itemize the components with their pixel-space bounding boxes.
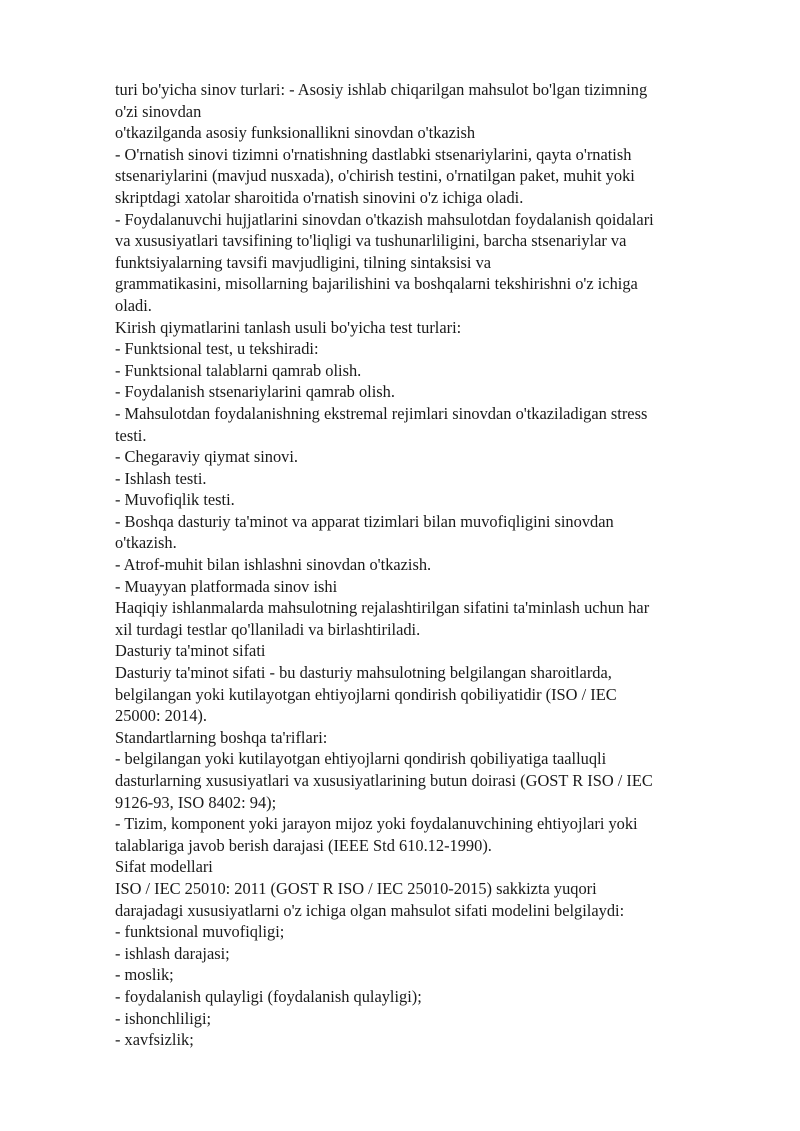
text-line: skriptdagi xatolar sharoitida o'rnatish sinovini o'z ichiga oladi.	[115, 187, 524, 207]
text-line: xil turdagi testlar qo'llaniladi va birlashtiriladi.	[115, 619, 421, 639]
text-line: oladi.	[115, 295, 152, 315]
list-item: - funktsional muvofiqligi;	[115, 922, 285, 942]
text-line: Haqiqiy ishlanmalarda mahsulotning rejalashtirilgan sifatini ta'minlash uchun har	[115, 598, 650, 618]
list-item: - Tizim, komponent yoki jarayon mijoz yoki foydalanuvchining ehtiyojlari yoki	[115, 814, 638, 834]
text-line: va xususiyatlari tavsifining to'liqligi va tushunarliligini, barcha stsenariylar va	[115, 231, 627, 251]
list-item: - Ishlash testi.	[115, 468, 207, 488]
text-line: Dasturiy ta'minot sifati - bu dasturiy mahsulotning belgilangan sharoitlarda,	[115, 663, 612, 683]
list-item: - Chegaraviy qiymat sinovi.	[115, 447, 298, 467]
text-line: o'zi sinovdan	[115, 101, 202, 121]
list-item: - xavfsizlik;	[115, 1030, 194, 1050]
list-item: - ishonchliligi;	[115, 1008, 212, 1028]
list-item: - ishlash darajasi;	[115, 943, 230, 963]
list-item: - belgilangan yoki kutilayotgan ehtiyojlarni qondirish qobiliyatiga taalluqli	[115, 749, 607, 769]
list-item: - moslik;	[115, 965, 174, 985]
list-item: - foydalanish qulayligi (foydalanish qulayligi);	[115, 986, 422, 1006]
text-line: - Foydalanuvchi hujjatlarini sinovdan o'tkazish mahsulotdan foydalanish qoidalari	[115, 209, 654, 229]
document-page	[115, 79, 755, 1051]
text-line: belgilangan yoki kutilayotgan ehtiyojlarni qondirish qobiliyatidir (ISO / IEC	[115, 684, 617, 704]
text-line: darajadagi xususiyatlarni o'z ichiga olgan mahsulot sifati modelini belgilaydi:	[115, 900, 625, 920]
list-item: talablariga javob berish darajasi (IEEE Std 610.12-1990).	[115, 835, 492, 855]
text-line: - O'rnatish sinovi tizimni o'rnatishning dastlabki stsenariylarini, qayta o'rnatish	[115, 144, 632, 164]
section-heading: Sifat modellari	[115, 857, 213, 877]
list-item: - Funktsional talablarni qamrab olish.	[115, 360, 362, 380]
list-item: 9126-93, ISO 8402: 94);	[115, 792, 277, 812]
list-item: - Mahsulotdan foydalanishning ekstremal rejimlari sinovdan o'tkaziladigan stress	[115, 403, 648, 423]
list-item: - Muayyan platformada sinov ishi	[115, 576, 338, 596]
text-line: grammatikasini, misollarning bajarilishini va boshqalarni tekshirishni o'z ichiga	[115, 274, 638, 294]
list-item: - Funktsional test, u tekshiradi:	[115, 339, 319, 359]
list-item: - Atrof-muhit bilan ishlashni sinovdan o'tkazish.	[115, 555, 432, 575]
list-item: - Foydalanish stsenariylarini qamrab olish.	[115, 382, 395, 402]
text-line: stsenariylarini (mavjud nusxada), o'chirish testini, o'rnatilgan paket, muhit yoki	[115, 166, 635, 186]
text-line: ISO / IEC 25010: 2011 (GOST R ISO / IEC 25010-2015) sakkizta yuqori	[115, 878, 597, 898]
text-line: turi bo'yicha sinov turlari: - Asosiy ishlab chiqarilgan mahsulot bo'lgan tizimning	[115, 80, 648, 99]
section-heading: Dasturiy ta'minot sifati	[115, 641, 266, 661]
text-line: 25000: 2014).	[115, 706, 207, 726]
section-heading: Kirish qiymatlarini tanlash usuli bo'yicha test turlari:	[115, 317, 462, 337]
list-item: - Boshqa dasturiy ta'minot va apparat tizimlari bilan muvofiqligini sinovdan	[115, 511, 614, 531]
text-line: funktsiyalarning tavsifi mavjudligini, tilning sintaksisi va	[115, 252, 492, 272]
list-item: - Muvofiqlik testi.	[115, 490, 235, 510]
section-heading: Standartlarning boshqa ta'riflari:	[115, 727, 328, 747]
list-item: o'tkazish.	[115, 533, 177, 553]
list-item: dasturlarning xususiyatlari va xususiyatlarining butun doirasi (GOST R ISO / IEC	[115, 771, 653, 790]
list-item: testi.	[115, 425, 147, 445]
text-line: o'tkazilganda asosiy funksionallikni sinovdan o'tkazish	[115, 123, 476, 143]
